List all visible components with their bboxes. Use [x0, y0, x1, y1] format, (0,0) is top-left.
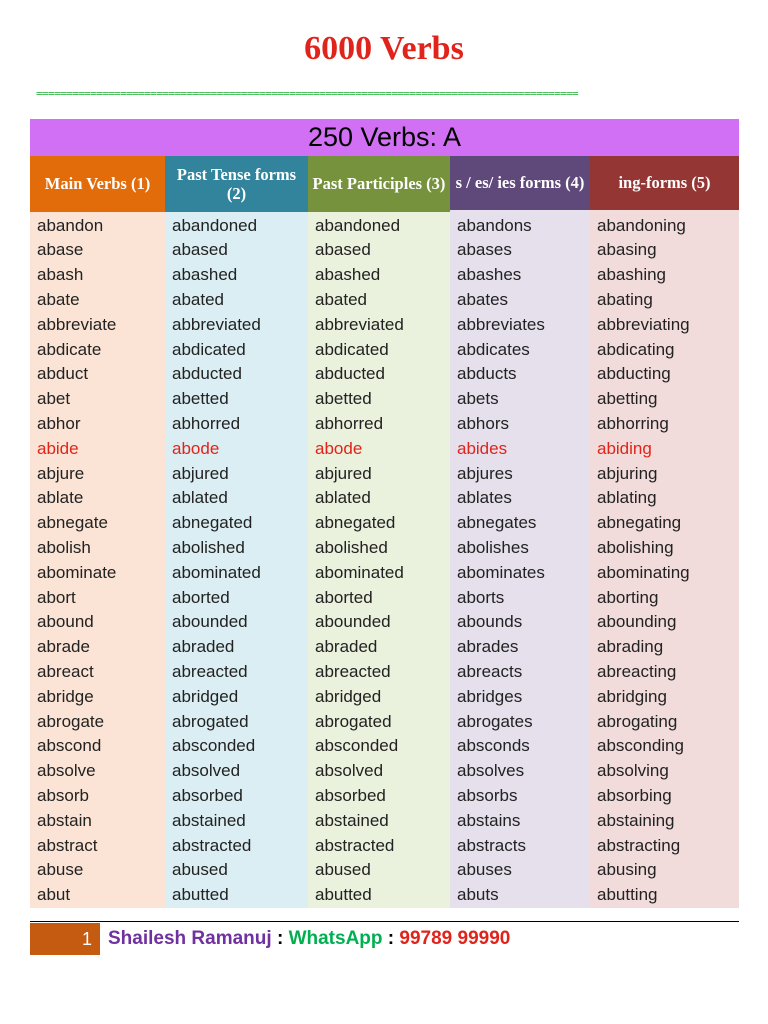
- table-cell: abjure: [37, 463, 85, 483]
- column-header-past-tense: Past Tense forms (2): [165, 156, 308, 212]
- table-cell: abducting: [597, 364, 671, 384]
- table-cell: abnegate: [37, 513, 108, 533]
- table-cell: abstracting: [597, 835, 681, 855]
- table-cell: abjures: [457, 463, 513, 483]
- column-body: [590, 210, 739, 908]
- table-cell: abounded: [172, 612, 248, 632]
- table-cell: ablated: [315, 488, 371, 508]
- table-cell: abstained: [172, 810, 246, 830]
- page-title: 6000 Verbs: [304, 30, 464, 67]
- table-cell: abhorring: [597, 414, 669, 434]
- table-cell: absolving: [597, 761, 669, 781]
- table-cell: abuts: [457, 885, 499, 905]
- column-body: [165, 212, 308, 908]
- table-cell: abbreviate: [37, 314, 117, 334]
- table-cell: abjured: [315, 463, 372, 483]
- table-cell: abuses: [457, 860, 512, 880]
- table-cell: ablates: [457, 488, 512, 508]
- table-cell: abominated: [315, 562, 404, 582]
- author-name: Shailesh Ramanuj: [108, 928, 272, 949]
- table-cell: absconded: [172, 736, 256, 756]
- table-cell: abreact: [37, 662, 94, 682]
- table-cell: abominate: [37, 562, 117, 582]
- table-cell: abstracts: [457, 835, 526, 855]
- column-header-past-participles: Past Participles (3): [308, 156, 450, 212]
- column-header-ing-forms: ing-forms (5): [590, 156, 739, 210]
- table-cell: abducted: [315, 364, 385, 384]
- column-past-tense: [165, 156, 308, 908]
- table-cell: abreacting: [597, 662, 677, 682]
- table-cell: abominated: [172, 562, 261, 582]
- table-cell: absconds: [457, 736, 530, 756]
- table-cell: abets: [457, 389, 499, 409]
- table-cell: abuse: [37, 860, 84, 880]
- table-cell: abashing: [597, 265, 667, 285]
- table-cell: abandoned: [172, 215, 258, 235]
- column-header-s-es-ies-forms: s / es/ ies forms (4): [450, 156, 590, 210]
- table-cell: abiding: [597, 438, 652, 458]
- table-cell: abbreviates: [457, 314, 545, 334]
- footer-credit: [108, 923, 510, 955]
- table-cell: absorb: [37, 786, 89, 806]
- table-cell: abandoned: [315, 215, 401, 235]
- table-cell: abdicated: [315, 339, 389, 359]
- table-cell: abandoning: [597, 215, 686, 235]
- table-cell: abrogate: [37, 711, 105, 731]
- table-cell: abut: [37, 885, 71, 905]
- table-cell: absconded: [315, 736, 399, 756]
- table-cell: abetting: [597, 389, 658, 409]
- table-cell: ablated: [172, 488, 228, 508]
- table-cell: abet: [37, 389, 71, 409]
- table-cell: abridged: [315, 686, 382, 706]
- table-cell: abstained: [315, 810, 389, 830]
- table-cell: abridged: [172, 686, 239, 706]
- table-cell: abridging: [597, 686, 667, 706]
- table-cell: absorbs: [457, 786, 518, 806]
- table-cell: abstracted: [172, 835, 252, 855]
- verb-table: [30, 156, 739, 908]
- table-cell: abutted: [315, 885, 372, 905]
- column-s-es-ies-forms: [450, 156, 590, 908]
- table-cell: abate: [37, 290, 80, 310]
- table-cell: abstract: [37, 835, 98, 855]
- table-cell: abominates: [457, 562, 545, 582]
- table-cell: abolishing: [597, 538, 674, 558]
- table-cell: aborted: [172, 587, 230, 607]
- table-cell: abort: [37, 587, 76, 607]
- page-number: 1: [30, 923, 100, 955]
- table-cell: abrogating: [597, 711, 678, 731]
- table-cell: abducted: [172, 364, 242, 384]
- column-body: [308, 212, 450, 908]
- table-cell: abnegating: [597, 513, 682, 533]
- table-cell: abducts: [457, 364, 517, 384]
- table-cell: abdicating: [597, 339, 675, 359]
- table-cell: abounds: [457, 612, 523, 632]
- phone-number: 99789 99990: [399, 928, 511, 949]
- table-cell: abbreviated: [315, 314, 404, 334]
- table-cell: abashed: [172, 265, 238, 285]
- table-cell: abolished: [172, 538, 245, 558]
- table-cell: abrogates: [457, 711, 533, 731]
- table-cell: abash: [37, 265, 84, 285]
- column-past-participles: [308, 156, 450, 908]
- table-cell: absolved: [172, 761, 241, 781]
- table-cell: abandon: [37, 215, 104, 235]
- table-cell: abated: [315, 290, 367, 310]
- table-cell: abated: [172, 290, 224, 310]
- table-cell: abhorred: [172, 414, 241, 434]
- table-cell: abolish: [37, 538, 91, 558]
- table-cell: abasing: [597, 240, 657, 260]
- table-cell: abbreviated: [172, 314, 261, 334]
- table-cell: abrading: [597, 637, 664, 657]
- table-cell: abased: [315, 240, 371, 260]
- table-cell: abstain: [37, 810, 92, 830]
- table-cell: abused: [315, 860, 371, 880]
- table-cell: abides: [457, 438, 508, 458]
- column-main-verbs: [30, 156, 165, 908]
- table-cell: aborts: [457, 587, 505, 607]
- table-cell: abnegated: [172, 513, 253, 533]
- table-cell: ablate: [37, 488, 84, 508]
- table-cell: abreacts: [457, 662, 523, 682]
- table-cell: abdicate: [37, 339, 102, 359]
- table-cell: abrogated: [315, 711, 392, 731]
- table-cell: abstracted: [315, 835, 395, 855]
- table-cell: abolishes: [457, 538, 529, 558]
- table-cell: abases: [457, 240, 512, 260]
- table-cell: abused: [172, 860, 228, 880]
- table-cell: abase: [37, 240, 84, 260]
- table-cell: abetted: [172, 389, 229, 409]
- table-cell: abased: [172, 240, 228, 260]
- table-cell: abjuring: [597, 463, 658, 483]
- table-cell: abound: [37, 612, 94, 632]
- column-ing-forms: [590, 156, 739, 908]
- footer-divider: [30, 921, 739, 922]
- table-cell: absolved: [315, 761, 384, 781]
- table-cell: ablating: [597, 488, 657, 508]
- table-cell: absorbed: [315, 786, 386, 806]
- table-cell: abode: [315, 438, 363, 458]
- table-cell: abridge: [37, 686, 94, 706]
- table-cell: absorbing: [597, 786, 672, 806]
- table-cell: abhorred: [315, 414, 384, 434]
- table-cell: abnegates: [457, 513, 537, 533]
- table-cell: abusing: [597, 860, 657, 880]
- table-cell: abrogated: [172, 711, 249, 731]
- table-cell: abraded: [172, 637, 235, 657]
- table-cell: abrades: [457, 637, 519, 657]
- table-cell: abstains: [457, 810, 521, 830]
- table-cell: absconding: [597, 736, 684, 756]
- contact-label: WhatsApp: [288, 928, 383, 949]
- table-cell: abhors: [457, 414, 509, 434]
- footer-separator: :: [271, 928, 289, 949]
- footer-separator: :: [382, 928, 400, 949]
- table-cell: abide: [37, 438, 79, 458]
- table-cell: abating: [597, 290, 653, 310]
- table-cell: abutted: [172, 885, 229, 905]
- decorative-separator: ==========================================================================================: [36, 88, 579, 100]
- table-cell: abashes: [457, 265, 522, 285]
- table-cell: abdicated: [172, 339, 246, 359]
- table-cell: aborted: [315, 587, 373, 607]
- table-cell: absolves: [457, 761, 525, 781]
- table-cell: abashed: [315, 265, 381, 285]
- table-cell: abutting: [597, 885, 658, 905]
- table-cell: abounding: [597, 612, 677, 632]
- table-cell: abreacted: [172, 662, 248, 682]
- column-body: [450, 210, 590, 908]
- table-cell: abhor: [37, 414, 81, 434]
- table-cell: abscond: [37, 736, 102, 756]
- table-cell: abridges: [457, 686, 523, 706]
- table-cell: abominating: [597, 562, 690, 582]
- table-cell: abdicates: [457, 339, 530, 359]
- table-cell: abreacted: [315, 662, 391, 682]
- table-cell: abjured: [172, 463, 229, 483]
- section-banner: 250 Verbs: A: [30, 119, 739, 156]
- table-cell: abode: [172, 438, 220, 458]
- column-body: [30, 212, 165, 908]
- table-cell: absorbed: [172, 786, 243, 806]
- table-cell: abates: [457, 290, 509, 310]
- table-cell: aborting: [597, 587, 659, 607]
- table-cell: abnegated: [315, 513, 396, 533]
- column-header-main-verbs: Main Verbs (1): [30, 156, 165, 212]
- table-cell: abolished: [315, 538, 388, 558]
- table-cell: abounded: [315, 612, 391, 632]
- table-cell: absolve: [37, 761, 96, 781]
- table-cell: abraded: [315, 637, 378, 657]
- table-cell: abrade: [37, 637, 90, 657]
- table-cell: abandons: [457, 215, 532, 235]
- table-cell: abbreviating: [597, 314, 690, 334]
- table-cell: abetted: [315, 389, 372, 409]
- table-cell: abstaining: [597, 810, 675, 830]
- table-cell: abduct: [37, 364, 89, 384]
